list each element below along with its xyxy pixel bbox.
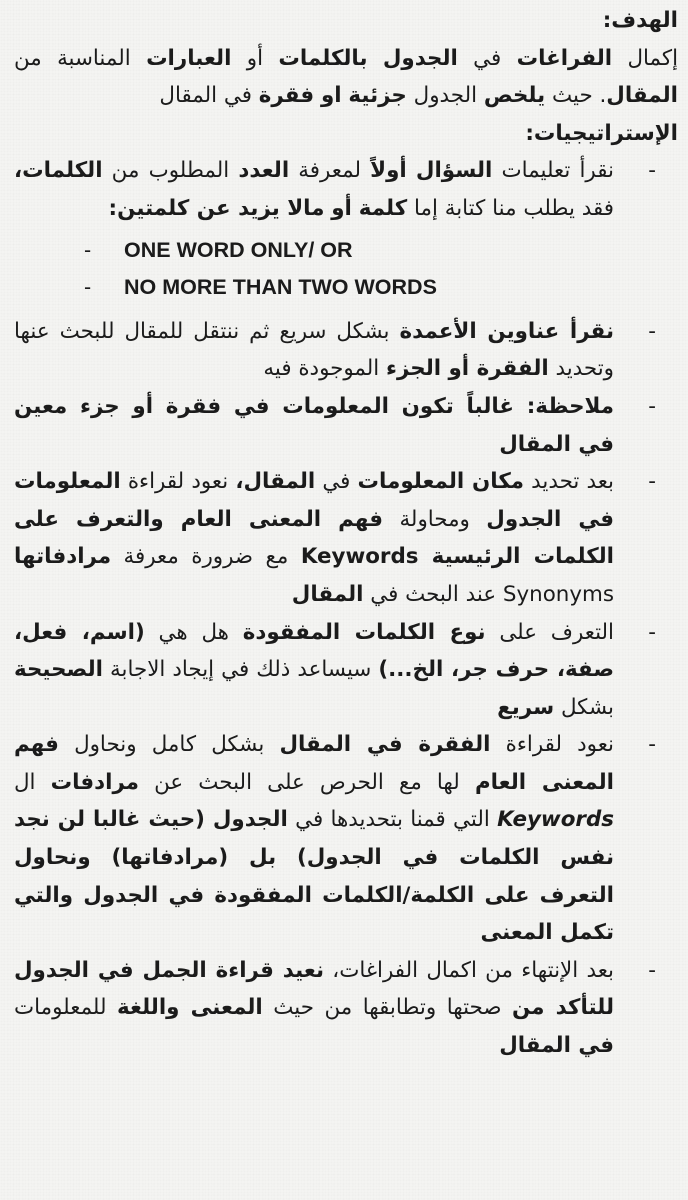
bold-text: الفقرة أو الجزء (386, 356, 549, 382)
strategy-text-2 (14, 319, 614, 382)
text-run: بعد الإنتهاء من اكمال الفراغات، (324, 957, 614, 983)
bold-text: الفقرة في المقال (279, 732, 491, 758)
text-run: ال (14, 769, 51, 795)
strategy-item-3 (14, 388, 678, 463)
text-run: بشكل كامل ونحاول (58, 732, 280, 758)
strategy-text-5 (14, 620, 614, 720)
bold-text: نوع الكلمات المفقودة (242, 619, 486, 645)
bold-text: (اسم، فعل، صفة، حرف جر، الخ...) (14, 619, 614, 683)
text-run: مع ضرورة معرفة (111, 544, 301, 570)
text-run: هل هي (144, 619, 243, 645)
bold-text: أولاً (370, 158, 407, 184)
text-run: الجدول (406, 83, 484, 109)
bold-text: مرادفات (50, 769, 140, 795)
text-run: بشكل (554, 694, 614, 720)
bold-text: المعلومات في الجدول (14, 469, 614, 532)
bold-text: Keywords (497, 807, 614, 833)
text-run: Synonyms عند البحث في (363, 581, 614, 607)
strategies-heading: الإستراتيجيات: (525, 120, 678, 146)
bold-text: او (320, 83, 342, 109)
strategy-item-2 (14, 313, 678, 388)
strategy-text-6 (14, 732, 614, 945)
text-run (368, 46, 383, 71)
word-limit-option-1: - ONE WORD ONLY/ OR (14, 232, 614, 270)
bold-text: فقرة (258, 83, 315, 109)
text-run: في (457, 45, 517, 71)
text-run: التعرف على (485, 619, 614, 645)
strategy-item-7 (14, 952, 678, 1065)
text-run: إكمال (612, 45, 679, 71)
bold-text: الجدول (382, 45, 458, 71)
strategy-item-1 (14, 152, 678, 306)
bold-text: المعنى واللغة (117, 995, 263, 1021)
bold-text: مكان المعلومات (357, 469, 525, 495)
text-run: بعد تحديد (524, 469, 614, 495)
text-run: نعود لقراءة (120, 469, 236, 495)
bold-text: المقال (291, 581, 364, 607)
bold-text: بالكلمات (278, 45, 368, 71)
strategy-item-6 (14, 726, 678, 952)
text-run: المطلوب من (102, 158, 239, 184)
text-run: نقرأ تعليمات (492, 158, 614, 184)
strategy-text-7 (14, 958, 614, 1058)
strategy-item-4 (14, 463, 678, 613)
text-run: الموجودة فيه (263, 356, 387, 382)
bold-text: السؤال (415, 158, 493, 184)
bold-text: العبارات (146, 45, 232, 71)
text-run (407, 158, 416, 183)
strategy-text-1 (14, 158, 614, 221)
goal-heading: الهدف: (602, 8, 678, 33)
text-run: المناسبة من (14, 45, 147, 71)
word-limit-options (14, 232, 614, 307)
bold-text: جزئية (348, 83, 407, 109)
bold-text: نقرأ عناوين الأعمدة (399, 318, 614, 344)
bold-text: الفراغات (516, 45, 613, 71)
text-run: . حيث (545, 83, 607, 109)
bold-text: سريع (497, 694, 555, 720)
document (14, 2, 678, 1065)
text-run (314, 83, 321, 108)
bold-text: العدد (238, 158, 290, 184)
strategy-item-5 (14, 614, 678, 727)
bold-text: كلمة (358, 195, 408, 221)
text-run: التي قمنا بتحديدها في (287, 807, 498, 833)
text-run (352, 196, 359, 221)
bold-text: الكلمات، (14, 158, 103, 184)
bold-text: مالا يزيد عن كلمتين: (108, 195, 325, 221)
strategy-text-3 (14, 394, 614, 457)
text-run: لمعرفة (289, 158, 371, 184)
bold-text: في المقال (499, 1033, 614, 1059)
text-run: لها مع الحرص على البحث عن (139, 769, 475, 795)
text-run: بشكل سريع ثم ننتقل للمقال للبحث عنها وتحديد (14, 318, 614, 382)
bold-text: فهم المعنى العام والتعرف على الكلمات الرئيسية Keywords (14, 506, 614, 570)
strategies-list (14, 152, 678, 1064)
goal-paragraph (14, 40, 678, 115)
text-run: صحتها وتطابقها من حيث (262, 995, 513, 1021)
word-limit-option-2: - NO MORE THAN TWO WORDS (14, 269, 614, 307)
text-run: نعود لقراءة (490, 732, 614, 758)
bold-text: المقال، (235, 469, 316, 495)
bold-text: نعيد قراءة الجمل في الجدول للتأكد من (14, 957, 614, 1021)
bold-text: أو (331, 195, 352, 221)
text-run: سيساعد ذلك في إيجاد الاجابة (102, 657, 379, 683)
text-run: ومحاولة (383, 506, 487, 532)
bold-text: يلخص (483, 83, 546, 109)
text-run: في (315, 469, 358, 495)
bold-text: ملاحظة: غالباً تكون المعلومات في فقرة أو جزء معين في المقال (14, 393, 614, 457)
bold-text: المقال (606, 83, 678, 109)
text-run: أو (231, 45, 279, 71)
bold-text: الجدول (حيث غالبا لن نجد نفس الكلمات في الجدول) بل (مرادفاتها) ونحاول التعرف على الكلمة/الكلمات المفقودة في الجدول والتي تكمل المعنى (14, 807, 614, 946)
text-run: فقد يطلب منا كتابة إما (407, 195, 614, 221)
bold-text: مرادفاتها (14, 544, 112, 570)
text-run: في المقال (159, 83, 259, 109)
bold-text: الصحيحة (14, 657, 103, 683)
text-run: للمعلومات (14, 995, 118, 1021)
strategy-text-4 (14, 469, 614, 607)
bold-text: فهم المعنى العام (14, 732, 614, 795)
